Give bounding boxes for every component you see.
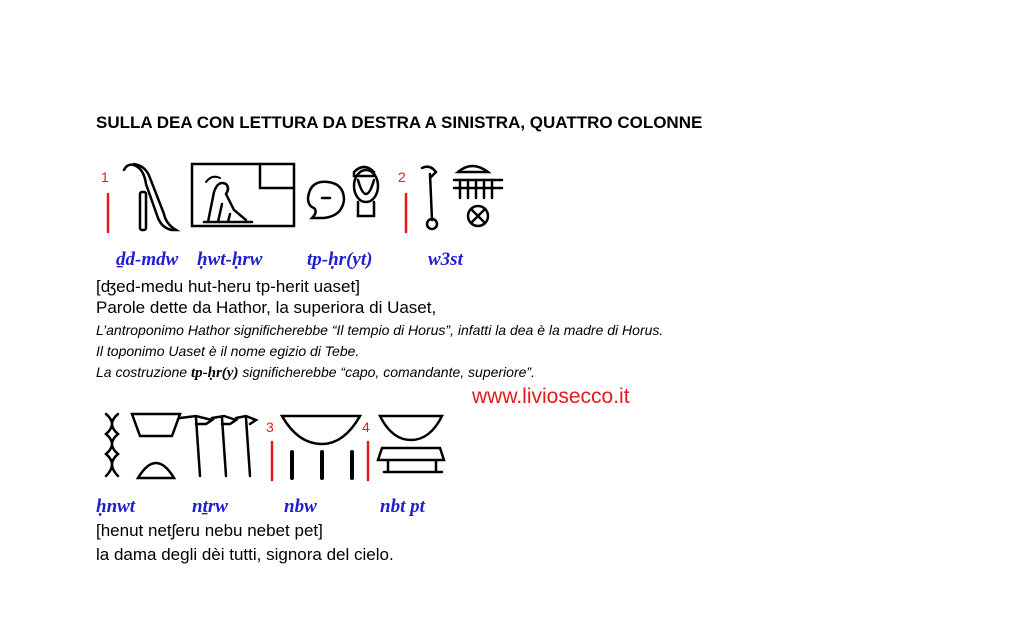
note-tp-hry-term: tp-ḥr(y) [190, 365, 239, 381]
basket-glyph [132, 414, 180, 436]
twisted-rope-glyph [106, 414, 118, 476]
page-heading: SULLA DEA CON LETTURA DA DESTRA A SINISTRA, QUATTRO COLONNE [96, 113, 703, 132]
translit-hwt-hrw: ḥwt-ḥrw [197, 249, 263, 270]
translit-nbt-pt: nbt pt [380, 496, 425, 517]
note-uaset: Il toponimo Uaset è il nome egizio di Tebe. [96, 343, 360, 359]
enclosure-falcon-glyph [192, 164, 294, 226]
column-number-3: 3 [266, 419, 274, 435]
translit-ntrw: nṯrw [192, 496, 228, 517]
stick-glyph [140, 192, 146, 230]
note-tp-hry-pre: La costruzione [96, 364, 191, 380]
nb-pt-basket-glyph [380, 416, 442, 440]
column-number-1: 1 [101, 169, 109, 185]
translation-2: la dama degli dèi tutti, signora del cielo. [96, 545, 394, 564]
translit-w3st: w3st [428, 249, 463, 270]
hieroglyph-row-1 [96, 158, 516, 238]
hieroglyph-row-2 [96, 408, 456, 488]
cobra-glyph [124, 164, 176, 230]
netjer-flags-glyph [180, 416, 256, 476]
sky-glyph [378, 448, 444, 472]
head-glyph [308, 182, 344, 218]
hathor-face-glyph [354, 167, 378, 216]
was-sceptre-glyph [422, 167, 437, 229]
phonetic-reading-2: [henut netʃeru nebu nebet pet] [96, 521, 323, 540]
fence-town-glyph [454, 166, 502, 226]
note-tp-hry-post: significherebbe “capo, comandante, superiore”. [238, 364, 535, 380]
translation-1: Parole dette da Hathor, la superiora di Uaset, [96, 298, 437, 317]
nb-basket-glyph [282, 416, 360, 444]
translit-hnwt: ḥnwt [96, 496, 136, 517]
loaf-glyph [138, 463, 174, 478]
note-tp-hry [96, 364, 535, 382]
phonetic-reading-1: [ʤed-medu hut-heru tp-herit uaset] [96, 277, 360, 296]
column-number-4: 4 [362, 419, 370, 435]
column-number-2: 2 [398, 169, 406, 185]
note-hathor: L’antroponimo Hathor significherebbe “Il tempio di Horus”, infatti la dea è la madre di Horus. [96, 322, 664, 338]
translit-djed-medu: ḏd-mdw [116, 249, 179, 270]
translit-nbw: nbw [284, 496, 317, 517]
website-watermark: www.liviosecco.it [472, 385, 630, 408]
translit-tp-hryt: tp-ḥr(yt) [307, 249, 373, 270]
